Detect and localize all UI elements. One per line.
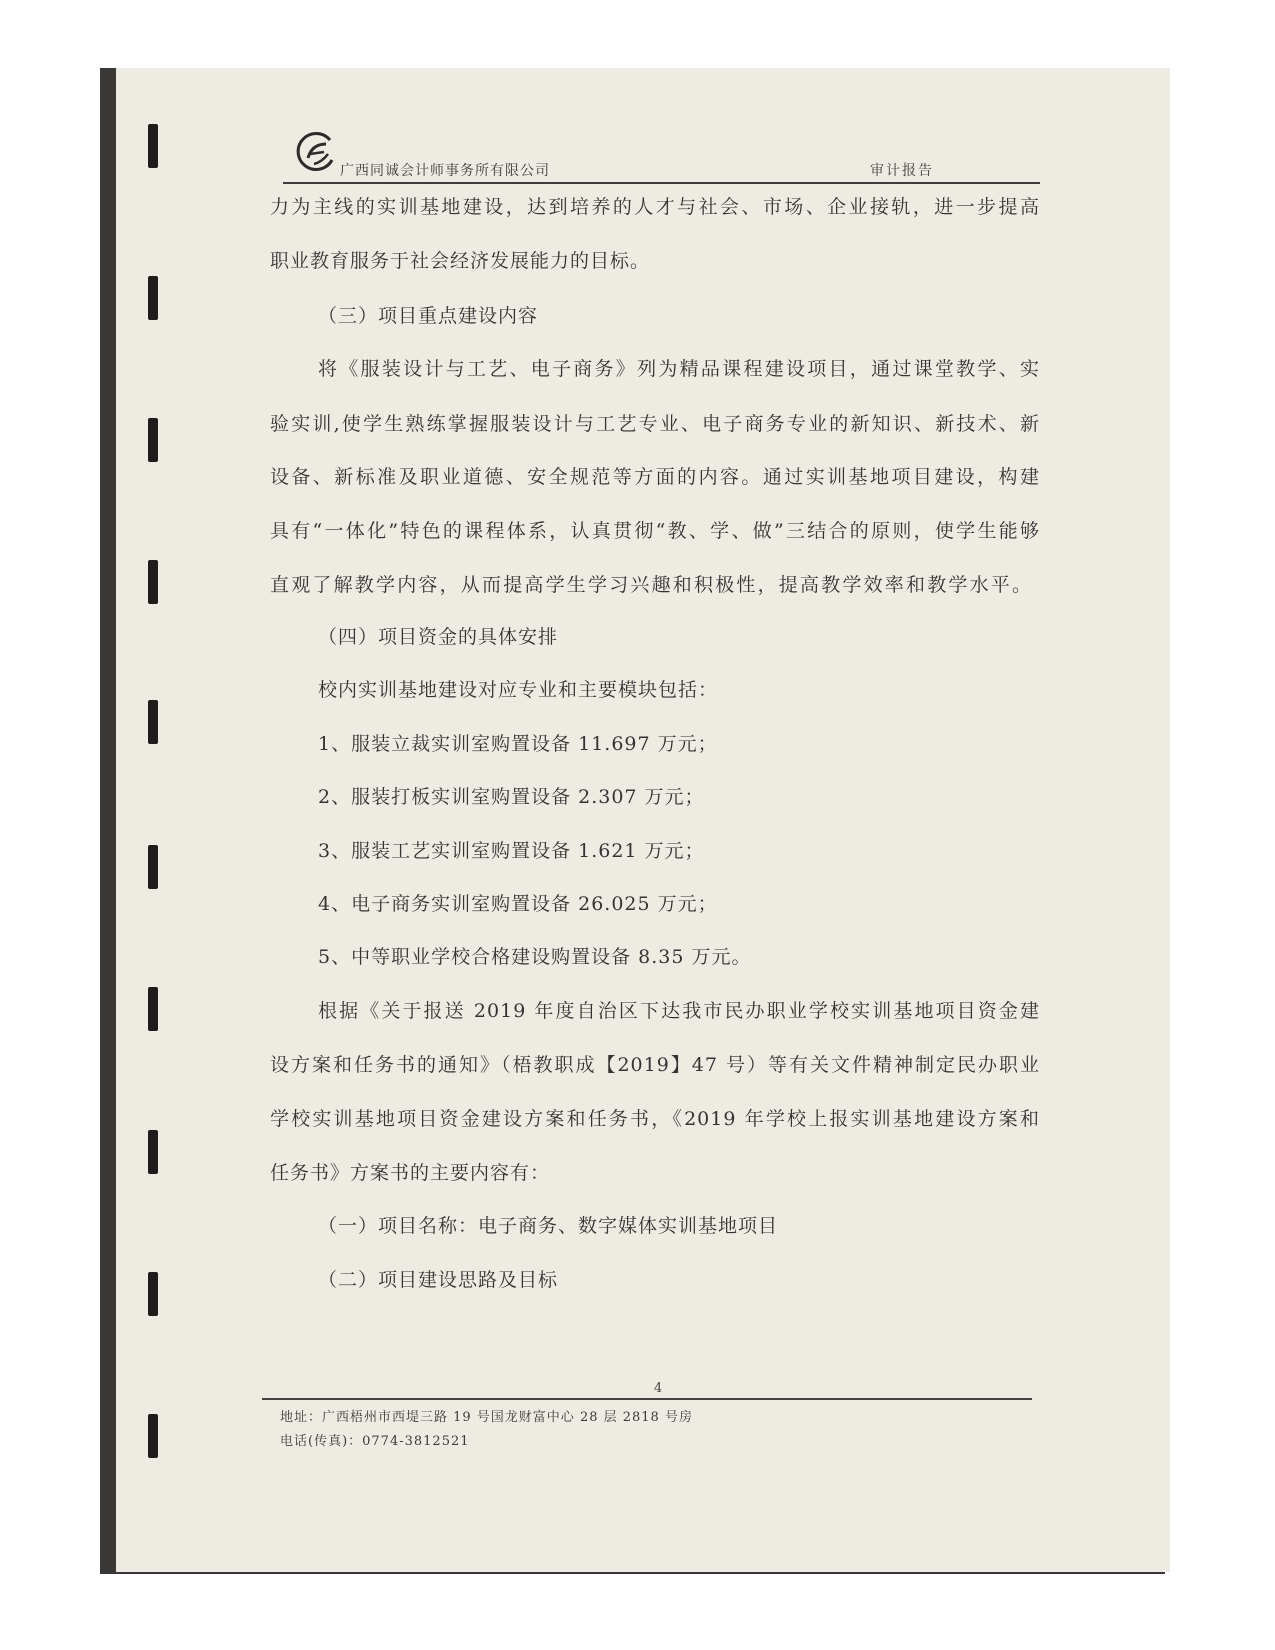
list-item: 5、中等职业学校合格建设购置设备 8.35 万元。 bbox=[318, 946, 752, 968]
binding-mark bbox=[148, 987, 158, 1031]
subsection-heading: （一）项目名称：电子商务、数字媒体实训基地项目 bbox=[318, 1215, 779, 1237]
subsection-heading: （二）项目建设思路及目标 bbox=[318, 1269, 559, 1291]
paragraph-line: 设备、新标准及职业道德、安全规范等方面的内容。通过实训基地项目建设，构建 bbox=[270, 466, 1040, 488]
paragraph-line: 职业教育服务于社会经济发展能力的目标。 bbox=[270, 250, 651, 272]
section-heading: （四）项目资金的具体安排 bbox=[318, 626, 559, 648]
list-item: 3、服装工艺实训室购置设备 1.621 万元； bbox=[318, 840, 705, 862]
paragraph-line: 直观了解教学内容，从而提高学生学习兴趣和积极性，提高教学效率和教学水平。 bbox=[270, 574, 1032, 596]
paragraph-line: 任务书》方案书的主要内容有： bbox=[270, 1162, 551, 1184]
header-report-type: 审计报告 bbox=[870, 163, 934, 179]
binding-mark bbox=[148, 124, 158, 168]
footer-address: 地址：广西梧州市西堤三路 19 号国龙财富中心 28 层 2818 号房 bbox=[280, 1410, 693, 1425]
paragraph-line: 具有“一体化”特色的课程体系，认真贯彻“教、学、做”三结合的原则，使学生能够 bbox=[270, 520, 1040, 542]
section-heading: （三）项目重点建设内容 bbox=[318, 305, 539, 327]
binding-mark bbox=[148, 1272, 158, 1316]
company-logo-icon bbox=[292, 130, 338, 176]
paragraph-line: 将《服装设计与工艺、电子商务》列为精品课程建设项目，通过课堂教学、实 bbox=[318, 358, 1040, 380]
binding-mark bbox=[148, 845, 158, 889]
binding-mark bbox=[148, 560, 158, 604]
page-number: 4 bbox=[654, 1381, 663, 1396]
paragraph-line: 力为主线的实训基地建设，达到培养的人才与社会、市场、企业接轨，进一步提高 bbox=[270, 196, 1040, 218]
document-page bbox=[116, 68, 1170, 1572]
binding-mark bbox=[148, 1414, 158, 1458]
paragraph-line: 根据《关于报送 2019 年度自治区下达我市民办职业学校实训基地项目资金建 bbox=[318, 1000, 1040, 1022]
footer-divider bbox=[262, 1398, 1032, 1400]
binding-mark bbox=[148, 1130, 158, 1174]
header-company-name: 广西同诚会计师事务所有限公司 bbox=[340, 163, 550, 179]
binding-mark bbox=[148, 418, 158, 462]
list-item: 1、服装立裁实训室购置设备 11.697 万元； bbox=[318, 733, 718, 755]
binding-mark bbox=[148, 276, 158, 320]
paragraph-line: 验实训,使学生熟练掌握服装设计与工艺专业、电子商务专业的新知识、新技术、新 bbox=[270, 413, 1040, 435]
list-item: 2、服装打板实训室购置设备 2.307 万元； bbox=[318, 786, 705, 808]
header-divider bbox=[283, 182, 1040, 184]
list-item: 4、电子商务实训室购置设备 26.025 万元； bbox=[318, 893, 718, 915]
paragraph-line: 校内实训基地建设对应专业和主要模块包括： bbox=[318, 679, 719, 701]
paragraph-line: 学校实训基地项目资金建设方案和任务书，《2019 年学校上报实训基地建设方案和 bbox=[270, 1108, 1040, 1130]
footer-phone: 电话(传真)：0774-3812521 bbox=[280, 1434, 470, 1449]
paragraph-line: 设方案和任务书的通知》（梧教职成【2019】47 号）等有关文件精神制定民办职业 bbox=[270, 1054, 1040, 1076]
binding-mark bbox=[148, 700, 158, 744]
